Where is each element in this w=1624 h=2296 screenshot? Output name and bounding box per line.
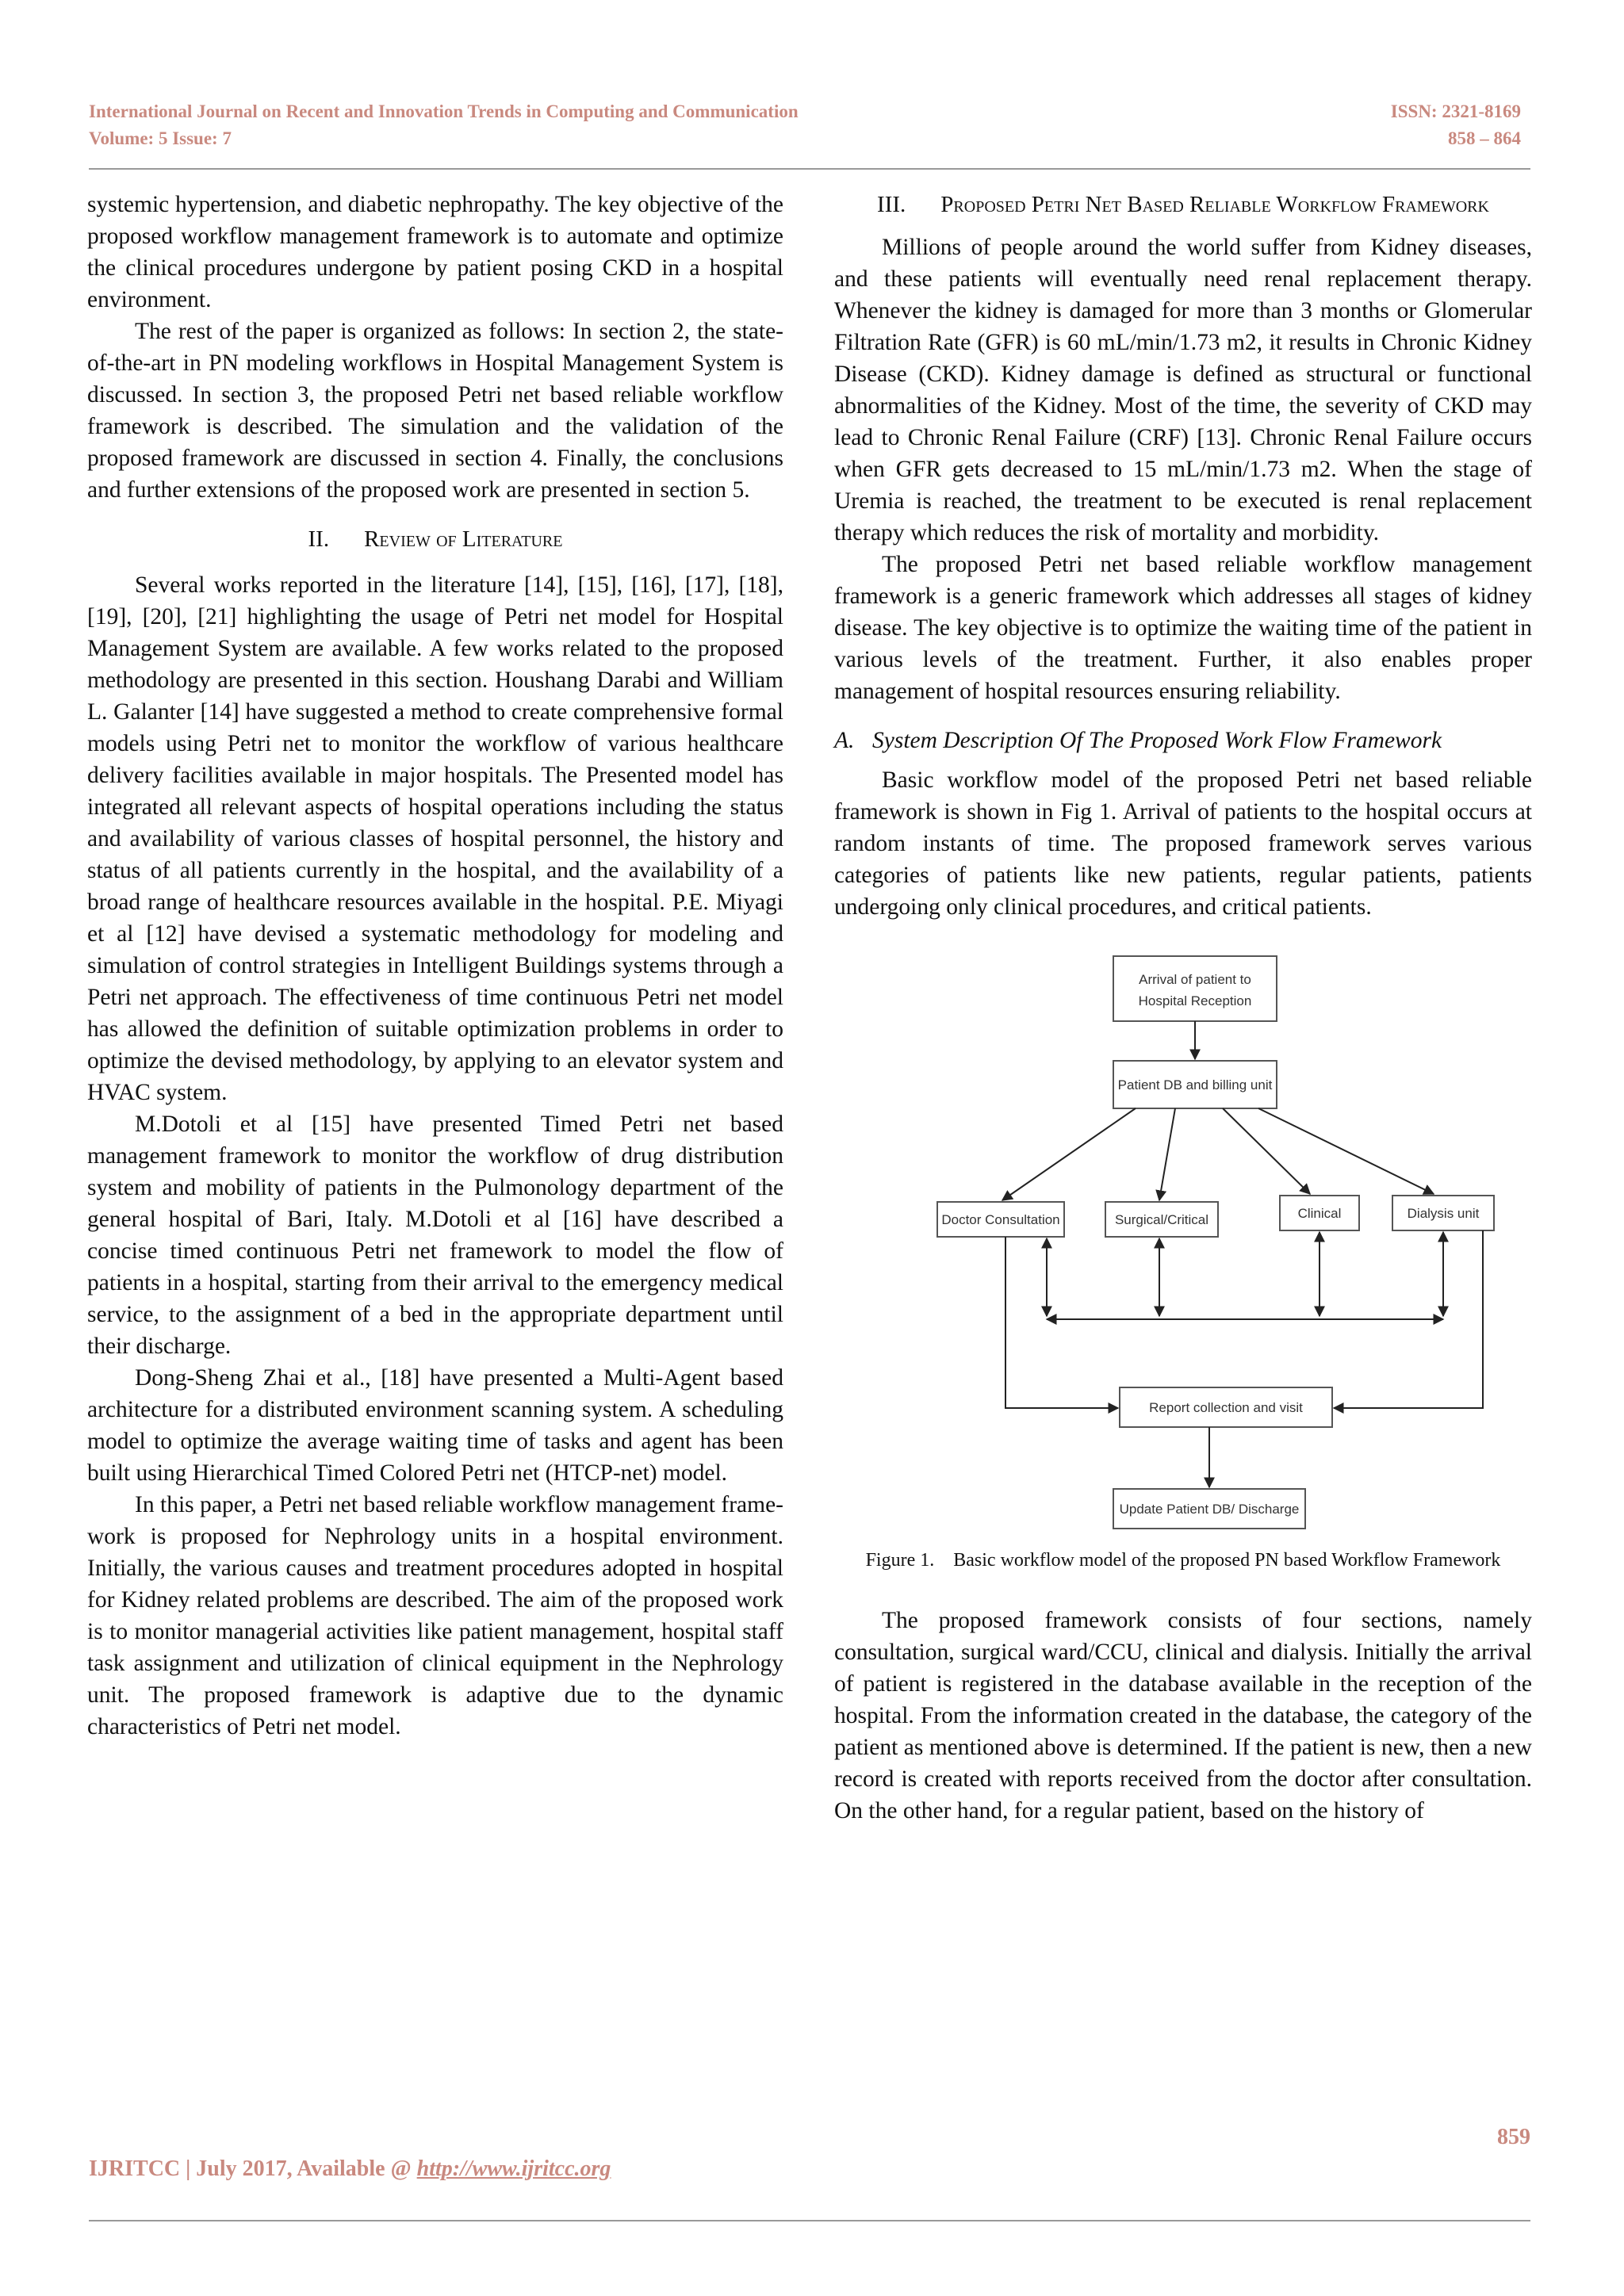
arrow bbox=[1223, 1108, 1310, 1194]
journal-title: International Journal on Recent and Innovation Trends in Computing and Communication bbox=[89, 101, 799, 121]
subsection-heading bbox=[834, 725, 1532, 756]
running-header-right bbox=[1391, 98, 1521, 152]
section-heading bbox=[87, 523, 783, 555]
left-column bbox=[87, 189, 783, 1743]
arrival-label-2: Hospital Reception bbox=[1138, 993, 1252, 1008]
section-number: II. bbox=[308, 526, 330, 552]
section-title: Proposed Petri Net Based Reliable Workflow Framework bbox=[940, 192, 1489, 217]
right-column bbox=[834, 189, 1532, 1827]
clinical-label: Clinical bbox=[1297, 1206, 1342, 1221]
page-range: 858 – 864 bbox=[1448, 128, 1521, 148]
header-rule bbox=[89, 168, 1530, 170]
arrow bbox=[1002, 1108, 1136, 1200]
subsection-title: System Description Of The Proposed Work Flow Framework bbox=[872, 728, 1442, 753]
workflow-diagram bbox=[834, 940, 1532, 1543]
paragraph: Several works reported in the literature [14], [15], [16], [17], [18], [19], [20], [21] highlighting the usage of Petri net model for Hospital Management System are available. A few works related to the proposed methodology are presented in this section. Houshang Darabi and William L. Galanter [14] have suggested a method to create comprehensive formal models using Petri net to monitor the workflow of various healthcare delivery facilities available in major hospitals. The Presented model has integrated all relevant aspects of hospital operations including the status and availability of various classes of hospital personnel, the history and status of all patients currently in the hospital, and the availability of a broad range of healthcare resources available in the hospital. P.E. Miyagi et al [12] have devised a systematic methodology for modeling and simulation of control strategies in Intelligent Buildings systems through a Petri net approach. The effectiveness of time continuous Petri net model has allowed the definition of suitable optimization problems in order to optimize the devised methodology, by applying to an elevator system and HVAC system. bbox=[87, 572, 783, 1105]
report-label: Report collection and visit bbox=[1149, 1400, 1303, 1415]
arrow bbox=[1258, 1108, 1434, 1194]
paragraph: The proposed Petri net based reliable workflow management framework is a generic framework which addresses all stages of kidney disease. The key objective is to optimize the waiting time of the patient in various levels of the treatment. Further, it also enables proper management of hospital resources ensuring reliability. bbox=[834, 552, 1532, 704]
arrow bbox=[1005, 1237, 1118, 1408]
figure-caption bbox=[858, 1548, 1508, 1573]
running-header-left bbox=[89, 98, 799, 152]
caption-text: Basic workflow model of the proposed PN based Workflow Framework bbox=[953, 1550, 1501, 1571]
arrival-box bbox=[1113, 956, 1277, 1021]
footer-text: IJRITCC | July 2017, Available @ bbox=[89, 2156, 417, 2181]
footer-rule bbox=[89, 2220, 1530, 2221]
paragraph: systemic hypertension, and diabetic nephropathy. The key objective of the proposed workflow management framework is to automate and optimize the clinical procedures undergone by patient posing CKD in a hospital environment. bbox=[87, 192, 783, 312]
arrival-label: Arrival of patient to bbox=[1139, 972, 1251, 987]
subsection-letter: A. bbox=[834, 728, 855, 753]
page-number: 859 bbox=[1497, 2125, 1530, 2149]
paragraph: In this paper, a Petri net based reliable workflow management frame-work is proposed for Nephrology units in a hospital environment. Initially, the various causes and treatment procedures adopted in hospital for Kidney related problems are described. The aim of the proposed work is to monitor managerial activities like patient management, hospital staff task assignment and utilization of clinical equipment in the Nephrology unit. The proposed framework is adaptive due to the dynamic characteristics of Petri net model. bbox=[87, 1492, 783, 1739]
arrow bbox=[1159, 1108, 1175, 1200]
workflow-figure bbox=[834, 940, 1532, 1543]
surgical-label: Surgical/Critical bbox=[1114, 1212, 1209, 1227]
doctor-consultation-label: Doctor Consultation bbox=[941, 1212, 1060, 1227]
volume-issue: Volume: 5 Issue: 7 bbox=[89, 128, 232, 148]
footer bbox=[89, 2156, 611, 2182]
paragraph: Dong-Sheng Zhai et al., [18] have presented a Multi-Agent based architecture for a distributed environment scanning system. A scheduling model to optimize the average waiting time of tasks and agent has been built using Hierarchical Timed Colored Petri net (HTCP-net) model. bbox=[87, 1365, 783, 1486]
section-heading bbox=[834, 189, 1532, 220]
paragraph: The rest of the paper is organized as follows: In section 2, the state-of-the-art in PN modeling workflows in Hospital Management System is discussed. In section 3, the proposed Petri net based reliable workflow framework is described. The simulation and the validation of the proposed framework are discussed in section 4. Finally, the conclusions and further extensions of the proposed work are presented in section 5. bbox=[87, 319, 783, 503]
section-title: Review of Literature bbox=[364, 526, 563, 552]
paragraph: M.Dotoli et al [15] have presented Timed Petri net based management framework to monitor the workflow of drug distribution system and mobility of patients in the Pulmonology department of the general hospital of Bari, Italy. M.Dotoli et al [16] have described a concise timed continuous Petri net framework to model the flow of patients in a hospital, starting from their arrival to the emergency medical service, to the assignment of a bed in the appropriate department until their discharge. bbox=[87, 1112, 783, 1359]
paragraph: Basic workflow model of the proposed Petri net based reliable framework is shown in Fig 1. Arrival of patients to the hospital occurs at random instants of time. The proposed framework serves various categories of patients like new patients, regular patients, patients undergoing only clinical procedures, and critical patients. bbox=[834, 767, 1532, 920]
dialysis-label: Dialysis unit bbox=[1407, 1206, 1480, 1221]
patient-db-label: Patient DB and billing unit bbox=[1117, 1077, 1273, 1093]
section-number: III. bbox=[877, 192, 906, 217]
paragraph: The proposed framework consists of four sections, namely consultation, surgical ward/CCU, clinical and dialysis. Initially the arrival of patient is registered in the database available in the reception of the hospital. From the information created in the database, the category of the patient as mentioned above is determined. If the patient is new, then a new record is created with reports received from the doctor after consultation. On the other hand, for a regular patient, based on the history of bbox=[834, 1608, 1532, 1823]
caption-label: Figure 1. bbox=[865, 1550, 935, 1571]
issn: ISSN: 2321-8169 bbox=[1390, 101, 1521, 121]
update-label: Update Patient DB/ Discharge bbox=[1119, 1502, 1300, 1517]
footer-link[interactable]: http://www.ijritcc.org bbox=[416, 2156, 611, 2181]
paragraph: Millions of people around the world suffer from Kidney diseases, and these patients will eventually need renal replacement therapy. Whenever the kidney is damaged for more than 3 months or Glomerular Filtration Rate (GFR) is 60 mL/min/1.73 m2, it results in Chronic Kidney Disease (CKD). Kidney damage is defined as structural or functional abnormalities of the Kidney. Most of the time, the severity of CKD may lead to Chronic Renal Failure (CRF) [13]. Chronic Renal Failure occurs when GFR gets decreased to 15 mL/min/1.73 m2. When the stage of Uremia is reached, the treatment to be executed is renal replacement therapy which reduces the risk of mortality and morbidity. bbox=[834, 235, 1532, 545]
